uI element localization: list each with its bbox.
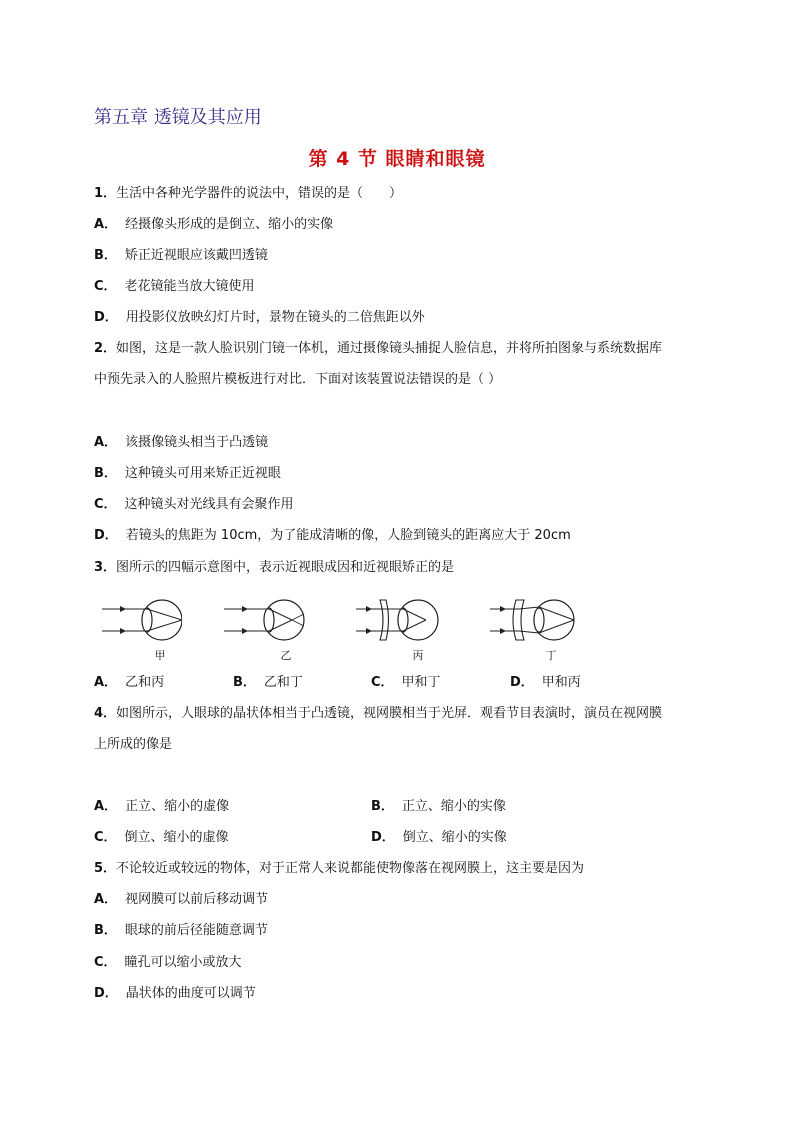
question-text: 不论较近或较远的物体，对于正常人来说都能使物像落在视网膜上，这主要是因为	[116, 861, 585, 876]
q3-option-a	[94, 674, 164, 692]
option-text: 若镜头的焦距为 10cm，为了能成清晰的像，人脸到镜头的距离应大于 20cm	[125, 528, 571, 543]
q4-option-d	[371, 829, 507, 847]
option-text: 经摄像头形成的是倒立、缩小的实像	[125, 217, 334, 232]
chapter-title: 第五章 透镜及其应用	[94, 107, 262, 128]
q3-option-d	[510, 674, 581, 692]
option-letter: C．	[94, 497, 117, 512]
eye-diagram-jia	[100, 594, 182, 648]
q5-option-d	[94, 985, 256, 1003]
option-text: 矫正近视眼应该戴凹透镜	[124, 248, 268, 263]
option-letter: D．	[371, 830, 395, 845]
option-letter: C．	[94, 830, 117, 845]
question-number: 5．	[94, 861, 117, 876]
q5-option-a	[94, 891, 268, 909]
question-3	[94, 559, 454, 577]
question-text: 如图，这是一款人脸识别门镜一体机，通过摄像镜头捕捉人脸信息，并将所拍图象与系统数据库	[116, 341, 663, 356]
option-letter: A．	[94, 435, 118, 450]
q1-option-d	[94, 309, 425, 327]
question-2-continued: 中预先录入的人脸照片模板进行对比．下面对该装置说法错误的是（ ）	[94, 372, 502, 387]
option-text: 晶状体的曲度可以调节	[125, 986, 256, 1001]
option-text: 甲和丁	[401, 675, 441, 690]
diagram-label-jia: 甲	[154, 649, 166, 662]
option-text: 老花镜能当放大镜使用	[124, 279, 255, 294]
option-letter: D．	[94, 986, 118, 1001]
q2-option-d	[94, 527, 571, 545]
option-letter: D．	[510, 675, 534, 690]
question-number: 1．	[94, 186, 117, 201]
option-letter: B．	[94, 466, 117, 481]
diagram-label-yi: 乙	[280, 649, 292, 662]
option-letter: C．	[94, 955, 117, 970]
option-letter: D．	[94, 310, 118, 325]
q5-option-c	[94, 954, 242, 972]
question-text: 生活中各种光学器件的说法中，错误的是（ ）	[116, 186, 403, 201]
section-title: 第 4 节 眼睛和眼镜	[308, 148, 486, 170]
q3-option-b	[233, 674, 303, 692]
q2-option-c	[94, 496, 294, 514]
question-number: 3．	[94, 560, 117, 575]
option-text: 眼球的前后径能随意调节	[124, 923, 268, 938]
q3-option-c	[371, 674, 441, 692]
question-4-continued: 上所成的像是	[94, 737, 173, 752]
question-4	[94, 705, 662, 723]
q4-option-c	[94, 829, 229, 847]
option-text: 乙和丙	[125, 675, 165, 690]
q1-option-c	[94, 278, 255, 296]
q4-option-a	[94, 798, 229, 816]
option-letter: A．	[94, 675, 118, 690]
option-letter: B．	[94, 923, 117, 938]
option-text: 用投影仪放映幻灯片时，景物在镜头的二倍焦距以外	[125, 310, 425, 325]
q2-option-b	[94, 465, 281, 483]
option-text: 甲和丙	[541, 675, 581, 690]
option-letter: C．	[371, 675, 394, 690]
eye-diagram-bing	[354, 594, 440, 648]
option-letter: C．	[94, 279, 117, 294]
q1-option-b	[94, 247, 268, 265]
option-letter: A．	[94, 892, 118, 907]
q1-option-a	[94, 216, 333, 234]
option-text: 这种镜头对光线具有会聚作用	[124, 497, 294, 512]
option-letter: B．	[371, 799, 394, 814]
option-text: 瞳孔可以缩小或放大	[124, 955, 242, 970]
q2-option-a	[94, 434, 268, 452]
option-text: 乙和丁	[263, 675, 303, 690]
eye-diagram-yi	[222, 594, 312, 648]
option-text: 倒立、缩小的实像	[402, 830, 507, 845]
diagram-label-bing: 丙	[412, 649, 424, 662]
option-text: 正立、缩小的实像	[401, 799, 506, 814]
option-text: 这种镜头可用来矫正近视眼	[124, 466, 281, 481]
question-number: 4．	[94, 706, 117, 721]
q4-option-b	[371, 798, 506, 816]
q5-option-b	[94, 922, 268, 940]
question-5	[94, 860, 584, 878]
option-letter: B．	[233, 675, 256, 690]
option-text: 该摄像镜头相当于凸透镜	[125, 435, 269, 450]
question-1	[94, 185, 402, 203]
option-letter: B．	[94, 248, 117, 263]
question-text: 图所示的四幅示意图中，表示近视眼成因和近视眼矫正的是	[116, 560, 455, 575]
option-text: 倒立、缩小的虚像	[124, 830, 229, 845]
option-letter: D．	[94, 528, 118, 543]
option-letter: A．	[94, 217, 118, 232]
eye-diagram-ding	[488, 594, 576, 648]
question-text: 如图所示，人眼球的晶状体相当于凸透镜，视网膜相当于光屏．观看节目表演时，演员在视网膜	[116, 706, 663, 721]
question-2	[94, 340, 662, 358]
diagram-label-ding: 丁	[545, 649, 557, 662]
question-number: 2．	[94, 341, 117, 356]
option-letter: A．	[94, 799, 118, 814]
option-text: 正立、缩小的虚像	[125, 799, 230, 814]
option-text: 视网膜可以前后移动调节	[125, 892, 269, 907]
